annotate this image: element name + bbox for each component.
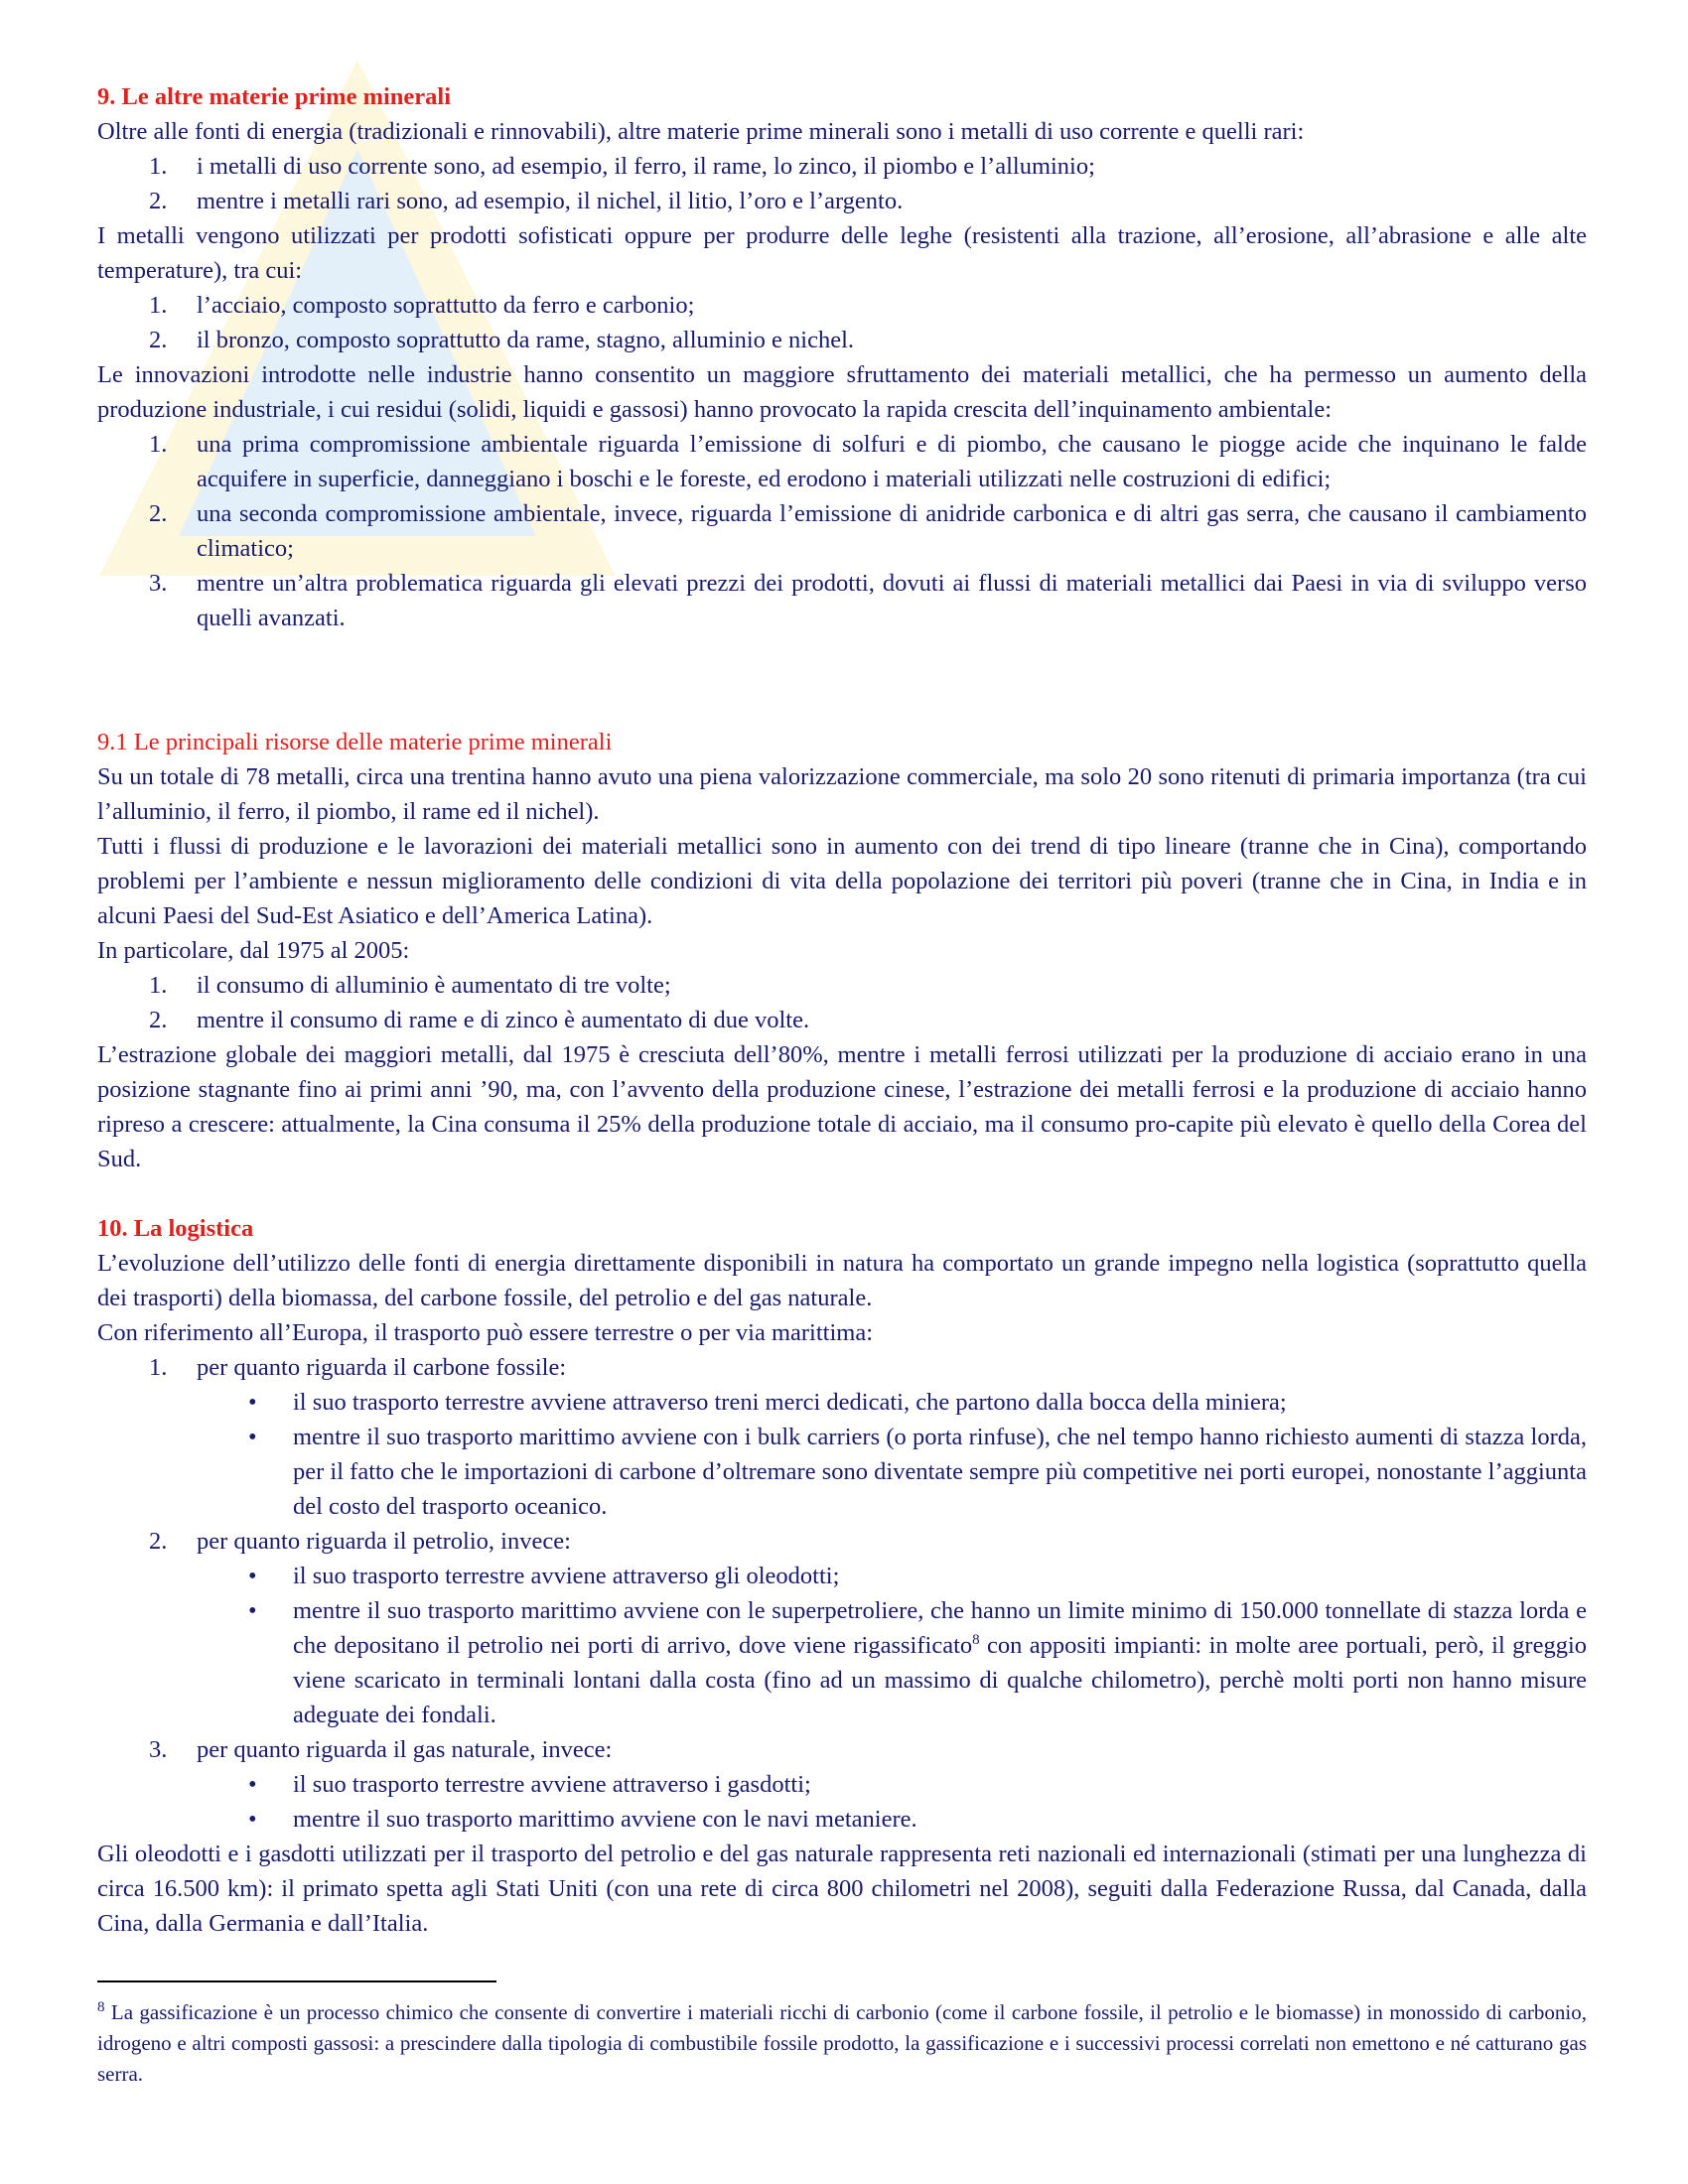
numbered-list [97,427,1587,635]
list-item: 2. mentre il consumo di rame e di zinco è aumentato di due volte. [149,1007,810,1033]
bullet-item: • mentre il suo trasporto marittimo avviene con le superpetroliere, che hanno un limite minimo di 150.000 tonnellate di stazza lorda e che depositano il petrolio nei porti di arrivo, dove viene rigassificato$^8$ con appositi impianti: in molte aree portuali, però, il greggio viene scaricato in terminali lontani dalla costa (fino ad un massimo di qualche chilometro), perchè molti porti non hanno misure adeguate dei fondali. [97,1593,1587,1732]
bullet-list [97,1385,1587,1524]
numbered-list [97,288,1587,357]
list-item: 3. per quanto riguarda il gas naturale, invece: [149,1736,613,1763]
paragraph: Le innovazioni introdotte nelle industrie hanno consentito un maggiore sfruttamento dei materiali metallici, che ha permesso un aumento della produzione industriale, i cui residui (solidi, liquidi e gassosi) hanno provocato la rapida crescita dell’inquinamento ambientale: [97,361,1587,423]
paragraph: Tutti i flussi di produzione e le lavorazioni dei materiali metallici sono in aumento con dei trend di tipo lineare (tranne che in Cina), comportando problemi per l’ambiente e nessun miglioramento delle condizioni di vita della popolazione dei territori più poveri (tranne che in Cina, in India e in alcuni Paesi del Sud-Est Asiatico e dell’America Latina). [97,833,1587,929]
section-9 [97,79,1587,635]
bullet-item: • mentre il suo trasporto marittimo avviene con le navi metaniere. [97,1802,1587,1837]
list-item: 2. il bronzo, composto soprattutto da rame, stagno, alluminio e nichel. [149,327,855,353]
list-item: 2. una seconda compromissione ambientale, invece, riguarda l’emissione di anidride carbonica e di altri gas serra, che causano il cambiamento climatico; [149,500,1587,562]
bullet-item: • il suo trasporto terrestre avviene attraverso i gasdotti; [97,1767,1587,1802]
list-item: 2. mentre i metalli rari sono, ad esempio, il nichel, il litio, l’oro e l’argento. [149,188,904,214]
bullet-item: • il suo trasporto terrestre avviene attraverso treni merci dedicati, che partono dalla bocca della miniera; [97,1385,1587,1420]
paragraph: L’evoluzione dell’utilizzo delle fonti di energia direttamente disponibili in natura ha comportato un grande impegno nella logistica (soprattutto quella dei trasporti) della biomassa, del carbone fossile, del petrolio e del gas naturale. [97,1250,1587,1311]
bullet-list [97,1559,1587,1732]
bullet-item: • mentre il suo trasporto marittimo avviene con i bulk carriers (o porta rinfuse), che nel tempo hanno richiesto aumenti di stazza lorda, per il fatto che le importazioni di carbone d’oltremare sono diventate sempre più competitive nei porti europei, nonostante l’aggiunta del costo del trasporto oceanico. [97,1420,1587,1524]
footnote-ref[interactable]: 8 [972,1631,980,1648]
paragraph: L’estrazione globale dei maggiori metalli, dal 1975 è cresciuta dell’80%, mentre i metalli ferrosi utilizzati per la produzione di acciaio erano in una posizione stagnante fino ai primi anni ’90, ma, con l’avvento della produzione cinese, l’estrazione dei metalli ferrosi e la produzione di acciaio hanno ripreso a crescere: attualmente, la Cina consuma il 25% della produzione totale di acciaio, ma il consumo pro-capite più elevato è quello della Corea del Sud. [97,1041,1587,1172]
paragraph: Con riferimento all’Europa, il trasporto può essere terrestre o per via marittima: [97,1319,874,1346]
footnote-divider [97,1980,496,1982]
paragraph: I metalli vengono utilizzati per prodotti sofisticati oppure per produrre delle leghe (resistenti alla trazione, all’erosione, all’abrasione e alle alte temperature), tra cui: [97,222,1587,284]
bullet-icon: • [248,1424,257,1450]
bullet-icon: • [248,1563,257,1589]
paragraph: Su un totale di 78 metalli, circa una trentina hanno avuto una piena valorizzazione commerciale, ma solo 20 sono ritenuti di primaria importanza (tra cui l’alluminio, il ferro, il piombo, il rame ed il nichel). [97,763,1587,825]
numbered-list [97,1350,1587,1385]
paragraph: In particolare, dal 1975 al 2005: [97,937,410,964]
bullet-icon: • [248,1806,257,1833]
list-item: 1. una prima compromissione ambientale riguarda l’emissione di solfuri e di piombo, che causano le piogge acide che inquinano le falde acquifere in superficie, danneggiano i boschi e le foreste, ed erodono i materiali utilizzati nelle costruzioni di edifici; [149,431,1587,492]
list-item: 1. l’acciaio, composto soprattutto da ferro e carbonio; [149,292,695,319]
bullet-list [97,1767,1587,1837]
footnote: $^8$ La gassificazione è un processo chimico che consente di convertire i materiali ricchi di carbonio (come il carbone fossile, il petrolio e le biomasse) in monossido di carbonio, idrogeno e altri composti gassosi: a prescindere dalla tipologia di combustibile fossile prodotto, la gassificazione e i successivi processi correlati non emettono e né catturano gas serra. [97,1999,1587,2086]
bullet-icon: • [248,1389,257,1416]
numbered-list [97,1524,1587,1559]
section-9-1 [97,725,1587,1176]
list-item: 1. i metalli di uso corrente sono, ad esempio, il ferro, il rame, lo zinco, il piombo e l’alluminio; [149,153,1095,180]
section-heading: 10. La logistica [97,1215,254,1242]
list-item: 1. per quanto riguarda il carbone fossile: [149,1354,567,1381]
subsection-heading: 9.1 Le principali risorse delle materie prime minerali [97,729,613,755]
paragraph: Gli oleodotti e i gasdotti utilizzati per il trasporto del petrolio e del gas naturale rappresenta reti nazionali ed internazionali (stimati per una lunghezza di circa 16.500 km): il primato spetta agli Stati Uniti (con una rete di circa 800 chilometri nel 2008), seguiti dalla Federazione Russa, dal Canada, dalla Cina, dalla Germania e dall’Italia. [97,1841,1587,1937]
bullet-icon: • [248,1771,257,1798]
numbered-list [97,968,1587,1037]
section-10 [97,1211,1587,1941]
bullet-icon: • [248,1597,257,1624]
footnote-mark: 8 [97,1999,105,2015]
bullet-item: • il suo trasporto terrestre avviene attraverso gli oleodotti; [97,1559,1587,1593]
list-item: 1. il consumo di alluminio è aumentato di tre volte; [149,972,671,999]
list-item: 3. mentre un’altra problematica riguarda gli elevati prezzi dei prodotti, dovuti ai flussi di materiali metallici dai Paesi in via di sviluppo verso quelli avanzati. [149,570,1587,631]
paragraph: Oltre alle fonti di energia (tradizionali e rinnovabili), altre materie prime minerali sono i metalli di uso corrente e quelli rari: [97,118,1305,145]
numbered-list [97,149,1587,218]
section-heading: 9. Le altre materie prime minerali [97,83,452,110]
numbered-list [97,1732,1587,1767]
list-item: 2. per quanto riguarda il petrolio, invece: [149,1528,571,1555]
